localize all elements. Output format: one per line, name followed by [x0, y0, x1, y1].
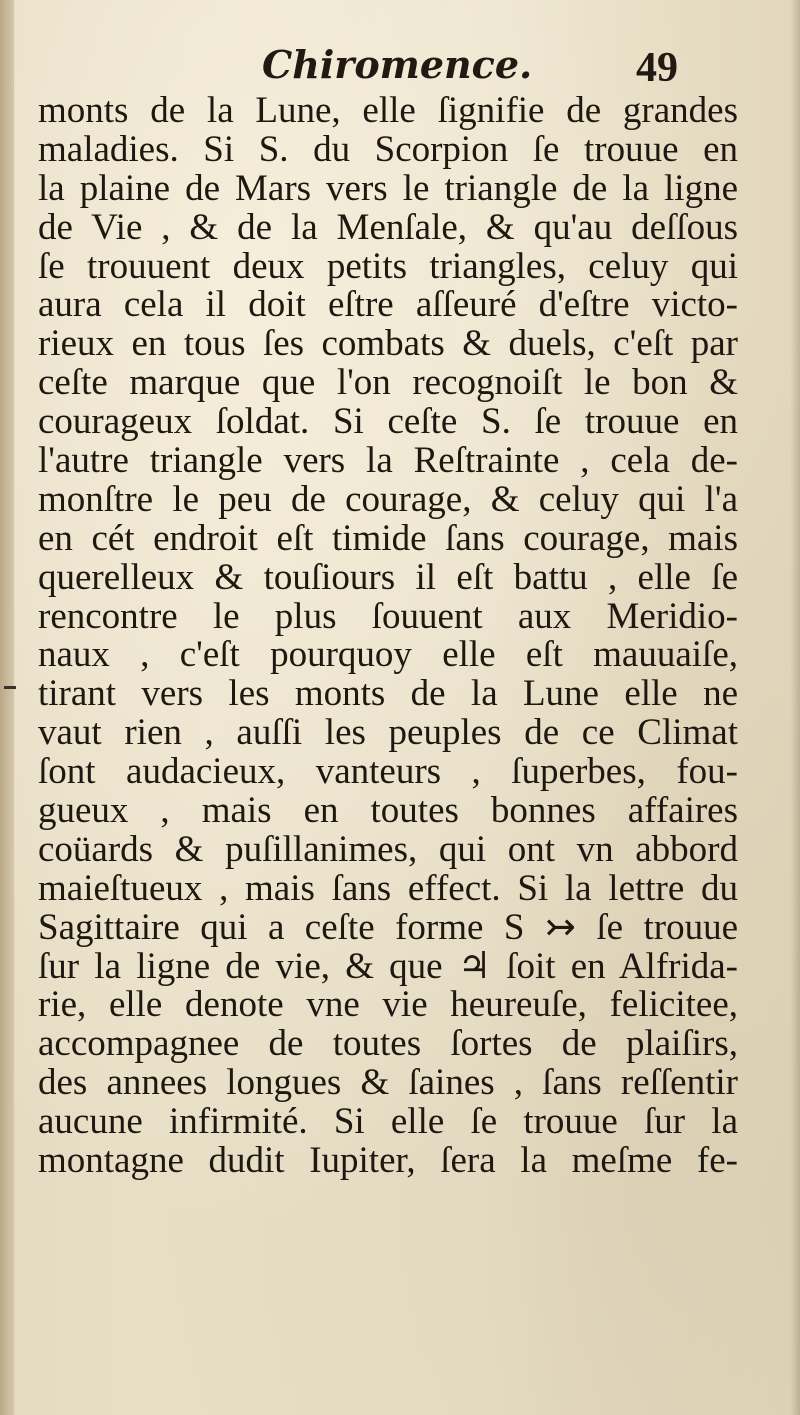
text-line: courageux ſoldat. Si ceſte S. ſe trouue en — [38, 403, 738, 443]
text-line: accompagnee de toutes ſortes de plaiſirs, — [38, 1025, 738, 1065]
margin-mark — [4, 686, 16, 689]
text-line: aucune infirmité. Si elle ſe trouue ſur la — [38, 1103, 738, 1143]
text-line: naux , c'eſt pourquoy elle eſt mauuaiſe, — [38, 636, 738, 676]
text-line: ſe trouuent deux petits triangles, celuy qui — [38, 247, 738, 287]
text-line: rie, elle denote vne vie heureuſe, felicitee, — [38, 986, 738, 1026]
text-line: gueux , mais en toutes bonnes affaires — [38, 792, 738, 831]
running-head — [0, 36, 800, 96]
page-number: 49 — [636, 45, 678, 91]
text-line: l'autre triangle vers la Reſtrainte , cela de- — [38, 442, 738, 481]
text-line: la plaine de Mars vers le triangle de la ligne — [38, 169, 738, 209]
text-line: en cét endroit eſt timide ſans courage, mais — [38, 519, 738, 559]
running-head-title: Chiromence. — [262, 42, 533, 87]
text-line: tirant vers les monts de la Lune elle ne — [38, 675, 738, 715]
text-line: ſur la ligne de vie, & que ♃ ſoit en Alfrida- — [38, 947, 738, 987]
page-edge-shadow — [790, 0, 800, 1415]
text-line: coüards & puſillanimes, qui ont vn abbord — [38, 830, 738, 870]
text-line: montagne dudit Iupiter, ſera la meſme fe- — [38, 1142, 738, 1181]
text-line: ceſte marque que l'on recognoiſt le bon & — [38, 364, 738, 404]
text-line: des annees longues & ſaines , ſans reſſentir — [38, 1064, 738, 1104]
text-line: Sagittaire qui a ceſte forme S ↣ ſe trouue — [38, 908, 738, 948]
text-line: rieux en tous ſes combats & duels, c'eſt par — [38, 325, 738, 365]
page-gutter-shadow — [0, 0, 14, 1415]
text-line: aura cela il doit eſtre aſſeuré d'eſtre victo- — [38, 286, 738, 326]
text-line: maladies. Si S. du Scorpion ſe trouue en — [38, 130, 738, 170]
text-line: querelleux & touſiours il eſt battu , elle ſe — [38, 558, 738, 598]
text-line: vaut rien , auſſi les peuples de ce Climat — [38, 714, 738, 754]
body-text — [38, 92, 738, 1181]
text-line: maieſtueux , mais ſans effect. Si la lettre du — [38, 869, 738, 909]
text-line: ſont audacieux, vanteurs , ſuperbes, fou- — [38, 753, 738, 793]
text-line: monts de la Lune, elle ſignifie de grandes — [38, 92, 738, 131]
text-line: rencontre le plus ſouuent aux Meridio- — [38, 597, 738, 637]
text-line: de Vie , & de la Menſale, & qu'au deſſous — [38, 208, 738, 248]
text-line: monſtre le peu de courage, & celuy qui l'a — [38, 480, 738, 520]
